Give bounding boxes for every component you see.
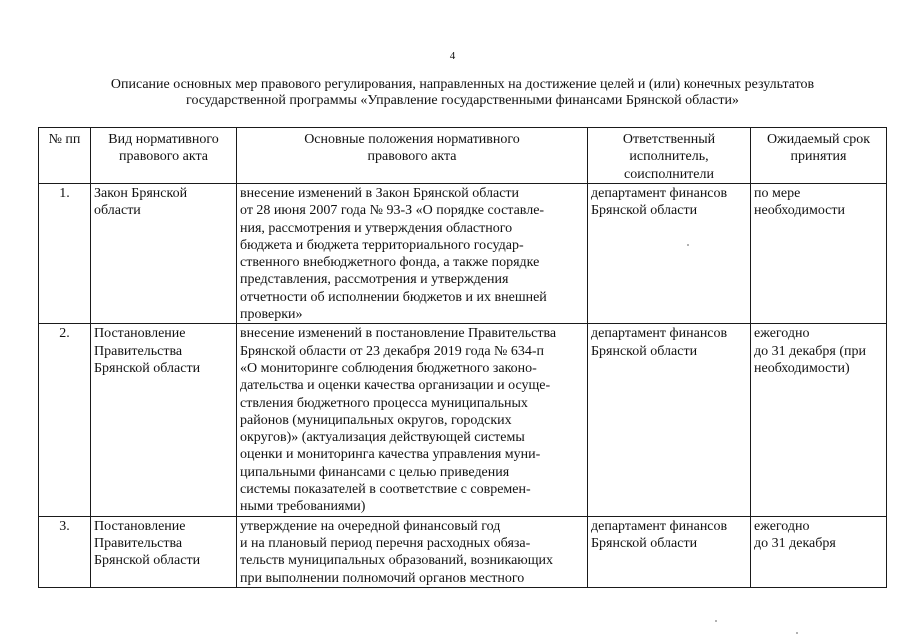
text-line: представления, рассмотрения и утверждения	[240, 272, 509, 288]
text-line: внесение изменений в Закон Брянской области	[240, 186, 520, 201]
text-line: утверждение на очередной финансовый год	[240, 518, 501, 534]
text-line: ежегодно	[754, 518, 810, 534]
text-line: необходимости)	[754, 360, 850, 376]
text-line: внесение изменений в постановление Правительства	[240, 326, 557, 342]
text-line: оценки и мониторинга качества управления муни-	[240, 447, 541, 463]
text-line: тельств муниципальных образований, возникающих	[240, 553, 554, 569]
text-line: Закон Брянской	[94, 186, 188, 201]
row-provisions	[237, 184, 588, 324]
text-line: системы показателей в соответствие с современ-	[240, 482, 531, 498]
text-line: Ответственный	[622, 132, 716, 147]
scan-speck	[687, 244, 689, 246]
text-line: проверки»	[240, 307, 303, 323]
text-line: Брянской области	[591, 203, 698, 219]
row-executor	[588, 516, 751, 587]
text-line: ными требованиями)	[240, 499, 366, 515]
text-line: области	[94, 203, 141, 219]
row-provisions	[237, 324, 588, 516]
text-line: Брянской области	[94, 360, 201, 376]
text-line: департамент финансов	[591, 518, 728, 534]
table-header-row	[39, 128, 887, 184]
text-line: округов)» (актуализация действующей системы	[240, 430, 525, 446]
row-number: 1.	[39, 184, 91, 324]
document-title	[40, 77, 885, 109]
text-line: районов (муниципальных округов, городских	[240, 412, 512, 428]
header-provisions	[237, 128, 588, 184]
text-line: соисполнители	[623, 166, 714, 182]
text-line: ственного внебюджетного фонда, а также порядке	[240, 255, 540, 271]
header-act-type	[91, 128, 237, 184]
header-term	[751, 128, 887, 184]
text-line: бюджета и бюджета территориального государ-	[240, 237, 524, 253]
row-term	[751, 324, 887, 516]
text-line: от 28 июня 2007 года № 93-З «О порядке составле-	[240, 203, 545, 219]
title-line-1: Описание основных мер правового регулирования, направленных на достижение целей и (или) конечных результатов	[110, 77, 815, 92]
text-line: до 31 декабря (при	[754, 343, 866, 359]
table-row	[39, 184, 887, 324]
row-act-type	[91, 324, 237, 516]
scan-speck	[715, 620, 717, 622]
text-line: департамент финансов	[591, 186, 728, 201]
row-number: 2.	[39, 324, 91, 516]
text-line: необходимости	[754, 203, 846, 219]
text-line: исполнитель,	[629, 149, 709, 165]
row-act-type	[91, 184, 237, 324]
row-provisions	[237, 516, 588, 587]
text-line: Постановление	[94, 518, 186, 534]
row-executor	[588, 184, 751, 324]
row-term	[751, 184, 887, 324]
text-line: по мере	[754, 186, 801, 201]
scan-speck	[796, 632, 798, 634]
text-line: Постановление	[94, 326, 186, 342]
row-number: 3.	[39, 516, 91, 587]
text-line: ежегодно	[754, 326, 810, 342]
table-row	[39, 516, 887, 587]
text-line: Ожидаемый срок	[766, 132, 871, 147]
text-line: Брянской области	[591, 343, 698, 359]
text-line: Правительства	[94, 343, 183, 359]
text-line: принятия	[790, 149, 847, 165]
header-number	[39, 128, 91, 184]
text-line: Брянской области от 23 декабря 2019 года № 634-п	[240, 343, 545, 359]
text-line: дательства и оценки качества организации и осуще-	[240, 378, 551, 394]
text-line: ния, рассмотрения и утверждения областного	[240, 220, 513, 236]
text-line: Основные положения нормативного	[304, 132, 520, 147]
text-line: Брянской области	[94, 553, 201, 569]
text-line: правового акта	[119, 149, 208, 165]
row-term	[751, 516, 887, 587]
text-line: департамент финансов	[591, 326, 728, 342]
text-line: правового акта	[367, 149, 457, 165]
text-line: № пп	[48, 132, 81, 147]
text-line: ципальными финансами с целью приведения	[240, 464, 510, 480]
header-executor	[588, 128, 751, 184]
row-act-type	[91, 516, 237, 587]
text-line: до 31 декабря	[754, 535, 836, 551]
text-line: и на плановый период перечня расходных обяза-	[240, 535, 531, 551]
text-line: ствления бюджетного процесса муниципальных	[240, 395, 528, 411]
row-executor	[588, 324, 751, 516]
text-line: Правительства	[94, 535, 183, 551]
text-line: отчетности об исполнении бюджетов и их внешней	[240, 289, 547, 305]
text-line: «О мониторинге соблюдения бюджетного законо-	[240, 360, 537, 376]
table-row	[39, 324, 887, 516]
text-line: при выполнении полномочий органов местного	[240, 570, 525, 586]
title-line-2: государственной программы «Управление государственными финансами Брянской области»	[186, 93, 739, 108]
measures-table	[38, 127, 887, 588]
text-line: Вид нормативного	[108, 132, 219, 147]
page-number: 4	[449, 50, 456, 62]
text-line: Брянской области	[591, 535, 698, 551]
